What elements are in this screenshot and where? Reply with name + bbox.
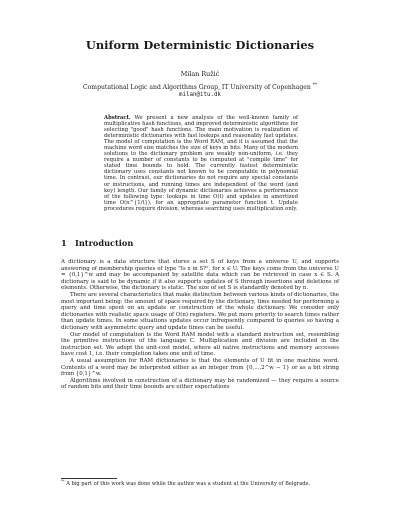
- section-title: Introduction: [75, 238, 134, 248]
- paragraph: Our model of computation is the Word RAM model with a standard instruction set, resembling the primitive instructions of the language C. Multiplication and division are included in the instruction set. We adopt the unit-cost model, where all native instructions and memory accesses have cost 1, i.e. their completion takes one unit of time.: [61, 331, 339, 358]
- paragraph: A usual assumption for RAM dictionaries is that the elements of U fit in one machine word. Contents of a word may be interpreted either as an integer from {0,...,2^w − 1} or as a bit string from {0,1}^w.: [61, 357, 339, 378]
- author-email: milan@itu.dk: [179, 92, 221, 98]
- footnote-rule: [61, 478, 117, 479]
- paper-title: Uniform Deterministic Dictionaries: [85, 38, 315, 52]
- affiliation-text: Computational Logic and Algorithms Group, IT University of Copenhagen: [82, 84, 311, 91]
- abstract-text: We present a new analysis of the well-known family of multiplicative hash functions, and improved deterministic algorithms for selecting "good" hash functions. The main motivation is realization of deterministic dictionaries with fast lookups and reasonably fast updates. The model of computation is the Word RAM, and it is assumed that the machine word size matches the size of keys in bits. Many of the modern solutions to the dictionary problem are weakly non-uniform, i.e. they require a number of constants to be computed at "compile time" for stated time bounds to hold. The currently fastest deterministic dictionary uses constants not known to be computable in polynomial time. In contrast, our dictionaries do not require any special constants or instructions, and running times are independent of the word (and key) length. Our family of dynamic dictionaries achieves a performance of the following type: lookups in time O(t) and updates in amortized time O(n^{1/t}), for an appropriate parameter function t. Update procedures require division, whereas searching uses multiplication only.: [104, 115, 298, 212]
- paragraph: A dictionary is a data structure that stores a set S of keys from a universe U, and supports answering of membership queries of type "Is x in S?", for x ∈ U. The keys come from the universe U = {0,1}^w and may be accompanied by satellite data which can be retrieved in case x ∈ S. A dictionary is said to be dynamic if it also supports updates of S through insertions and deletions of elements. Otherwise, the dictionary is static. The size of set S is standardly denoted by n.: [61, 259, 339, 292]
- footnote: [61, 481, 339, 487]
- author-name: Milan Ružić: [180, 70, 220, 78]
- section-number: 1: [61, 238, 67, 248]
- paragraph: There are several characteristics that make distinction between various kinds of dictionaries, the most important being: the amount of space required by the dictionary, time needed for performing a query and time spent on an update or construction of the whole dictionary. We consider only dictionaries with realistic space usage of O(n) registers. We put more priority to search times rather than update times. In some situations updates occur infrequently compared to queries so having a dictionary with asymmetric query and update times can be useful.: [61, 291, 339, 331]
- abstract: [104, 115, 298, 212]
- paragraph: Algorithms involved in construction of a dictionary may be randomized — they require a source of random bits and their time bounds are either expectations: [61, 377, 339, 391]
- section-heading: [61, 238, 133, 248]
- abstract-label: Abstract.: [104, 115, 131, 121]
- footnote-mark: **: [61, 479, 65, 484]
- section-body: [61, 259, 339, 391]
- footnote-text: A big part of this work was done while the author was a student at the University of Belgrade.: [66, 481, 311, 487]
- author-affiliation: [0, 84, 400, 91]
- affiliation-footnote-mark: **: [312, 82, 318, 88]
